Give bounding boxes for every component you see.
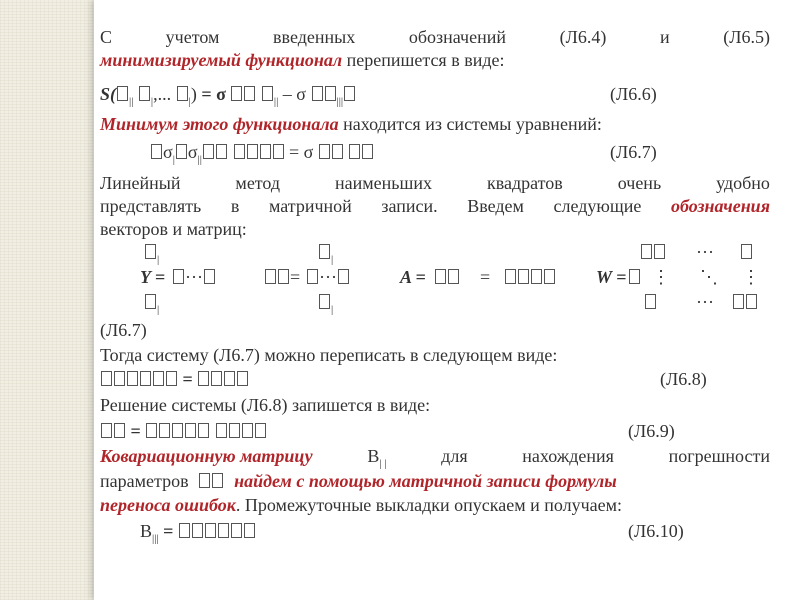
word: нахождения <box>522 446 614 466</box>
text: Тогда систему (Л6.7) можно переписать в следующем виде: <box>100 345 558 365</box>
formula-glyph <box>264 267 290 288</box>
matrix-definitions <box>100 240 770 320</box>
paragraph-5 <box>100 394 770 416</box>
formula-glyph <box>117 86 128 101</box>
word: метод <box>235 173 281 193</box>
formula-glyph <box>179 523 190 538</box>
formula-glyph <box>231 86 242 101</box>
formula-glyph <box>628 267 641 288</box>
formula-glyph <box>640 242 666 263</box>
formula-glyph <box>198 371 209 386</box>
formula-glyph <box>237 371 248 386</box>
formula-glyph <box>177 86 188 101</box>
formula-glyph <box>224 371 235 386</box>
formula-glyph <box>166 371 177 386</box>
equation-6: S( $_{||}$ $_|$,... $_|$) = σ $_{||}$ – σ $_{|||}$ (Л6.6) <box>100 84 657 108</box>
word: С <box>100 27 113 47</box>
paragraph-3-line-2 <box>100 195 770 217</box>
ddots: ⋱ <box>700 267 718 287</box>
dots: ··· <box>696 242 714 262</box>
formula-glyph: | <box>318 242 333 266</box>
text: перепишется в виде: <box>342 50 505 70</box>
word: в <box>230 196 240 216</box>
formula-glyph <box>244 523 255 538</box>
word: учетом <box>165 27 220 47</box>
eq-minus: – σ <box>282 84 306 104</box>
eq-mid: = σ <box>289 142 314 162</box>
formula-glyph <box>242 423 253 438</box>
equation-number: (Л6.9) <box>628 421 675 441</box>
formula-glyph <box>644 292 657 313</box>
equation-9 <box>100 420 770 442</box>
vdots: ⋮ <box>652 267 670 287</box>
equation-number: (Л6.8) <box>660 369 707 389</box>
b-symbol: $В_{| |}$ <box>367 446 387 470</box>
formula-glyph <box>732 292 758 313</box>
paragraph-1-line-2 <box>100 49 770 71</box>
formula-glyph: ··· <box>172 267 216 288</box>
word: для <box>441 446 468 466</box>
formula-glyph <box>231 523 242 538</box>
highlight-term: Ковариационную матрицу <box>100 446 313 466</box>
paragraph-4 <box>100 344 770 366</box>
word: и <box>660 27 670 47</box>
formula-glyph <box>176 144 187 159</box>
formula-glyph <box>504 267 556 288</box>
word: (Л6.4) <box>559 27 607 47</box>
formula-glyph <box>247 144 258 159</box>
eq-mid: = <box>182 369 193 389</box>
formula-glyph <box>151 144 162 159</box>
formula-glyph <box>172 423 183 438</box>
formula-glyph <box>216 144 227 159</box>
word: представлять <box>100 196 202 216</box>
formula-glyph <box>192 523 203 538</box>
word: погрешности <box>668 446 770 466</box>
text: параметров <box>100 471 189 491</box>
formula-glyph <box>199 473 210 488</box>
word: удобно <box>716 173 770 193</box>
eq-mid: = <box>163 521 174 541</box>
formula-glyph <box>332 144 343 159</box>
word: очень <box>617 173 662 193</box>
formula-glyph <box>139 86 150 101</box>
highlight-term: обозначения <box>670 196 770 216</box>
text: Решение системы (Л6.8) запишется в виде: <box>100 395 431 415</box>
equation-number: (Л6.7) <box>610 142 657 162</box>
equation-10: $В_{|||}$ = (Л6.10) <box>140 521 684 545</box>
formula-glyph: | <box>318 292 333 316</box>
word: квадратов <box>486 173 563 193</box>
highlight-term: переноса ошибок <box>100 495 236 515</box>
word: обозначений <box>408 27 506 47</box>
formula-glyph <box>273 144 284 159</box>
formula-glyph <box>198 423 209 438</box>
formula-glyph <box>205 523 216 538</box>
formula-glyph <box>101 371 112 386</box>
formula-glyph <box>260 144 271 159</box>
eq-lhs: S( <box>100 84 117 104</box>
highlight-term: минимизируемый функционал <box>100 50 343 70</box>
formula-glyph <box>159 423 170 438</box>
b-letter: В <box>367 446 380 466</box>
formula-glyph <box>362 144 373 159</box>
paragraph-6-line-3 <box>100 494 770 516</box>
formula-glyph <box>153 371 164 386</box>
word: (Л6.5) <box>723 27 770 47</box>
text: . Промежуточные выкладки опускаем и получаем: <box>235 495 623 515</box>
eq-lhs: В <box>140 521 153 541</box>
text: находится из системы уравнений: <box>338 114 602 134</box>
formula-glyph <box>114 371 125 386</box>
formula-glyph <box>262 86 273 101</box>
vdots: ⋮ <box>742 267 760 287</box>
formula-glyph: | <box>144 292 159 316</box>
a-matrix-label: A = <box>400 267 426 287</box>
equation-7: $\sigma_|$ $\sigma_{||} = \sigma$ (Л6.7) <box>150 141 770 171</box>
left-decorative-band <box>0 0 94 600</box>
equation-8 <box>100 368 770 390</box>
word: введенных <box>273 27 356 47</box>
formula-glyph <box>244 86 255 101</box>
dots: ··· <box>696 292 714 312</box>
eq-mid: = σ <box>201 84 226 104</box>
paragraph-2 <box>100 113 770 135</box>
word: следующие <box>553 196 642 216</box>
eq-sign: = <box>290 267 301 287</box>
w-matrix-label: W = <box>596 267 627 287</box>
equation-number: (Л6.10) <box>628 521 684 541</box>
paragraph-3-line-1 <box>100 172 770 194</box>
formula-glyph <box>325 86 336 101</box>
formula-glyph <box>234 144 245 159</box>
highlight-term: Минимум этого функционала <box>100 114 339 134</box>
formula-glyph <box>211 371 222 386</box>
formula-glyph <box>212 473 223 488</box>
equation-ref-after-matrices <box>100 319 770 341</box>
y-vector-label: Y = <box>140 267 166 287</box>
paragraph-3-line-3 <box>100 218 770 240</box>
paragraph-6-line-2 <box>100 470 770 492</box>
formula-glyph <box>344 86 355 101</box>
formula-glyph <box>127 371 138 386</box>
formula-glyph <box>349 144 360 159</box>
formula-glyph <box>434 267 460 288</box>
paragraph-1-line-1 <box>100 26 770 48</box>
formula-glyph <box>216 423 227 438</box>
formula-glyph <box>140 371 151 386</box>
formula-glyph: ··· <box>306 267 350 288</box>
equation-number: (Л6.6) <box>610 84 657 104</box>
highlight-term: найдем с помощью матричной записи формулы <box>234 471 617 491</box>
word: матричной <box>268 196 352 216</box>
word: Введем <box>467 196 524 216</box>
word: записи. <box>381 196 438 216</box>
formula-glyph <box>203 144 214 159</box>
formula-glyph <box>312 86 323 101</box>
formula-glyph <box>229 423 240 438</box>
eq-mid: = <box>130 421 141 441</box>
word: наименьших <box>335 173 433 193</box>
formula-glyph: | <box>144 242 159 266</box>
formula-glyph <box>146 423 157 438</box>
formula-glyph <box>101 423 112 438</box>
formula-glyph <box>185 423 196 438</box>
eq-sign: = <box>480 267 491 287</box>
equation-number: (Л6.7) <box>100 320 147 340</box>
word: Линейный <box>100 173 181 193</box>
formula-glyph <box>255 423 266 438</box>
formula-glyph <box>114 423 125 438</box>
formula-glyph <box>740 242 753 263</box>
text: векторов и матриц: <box>100 219 247 239</box>
formula-glyph <box>218 523 229 538</box>
formula-glyph <box>319 144 330 159</box>
